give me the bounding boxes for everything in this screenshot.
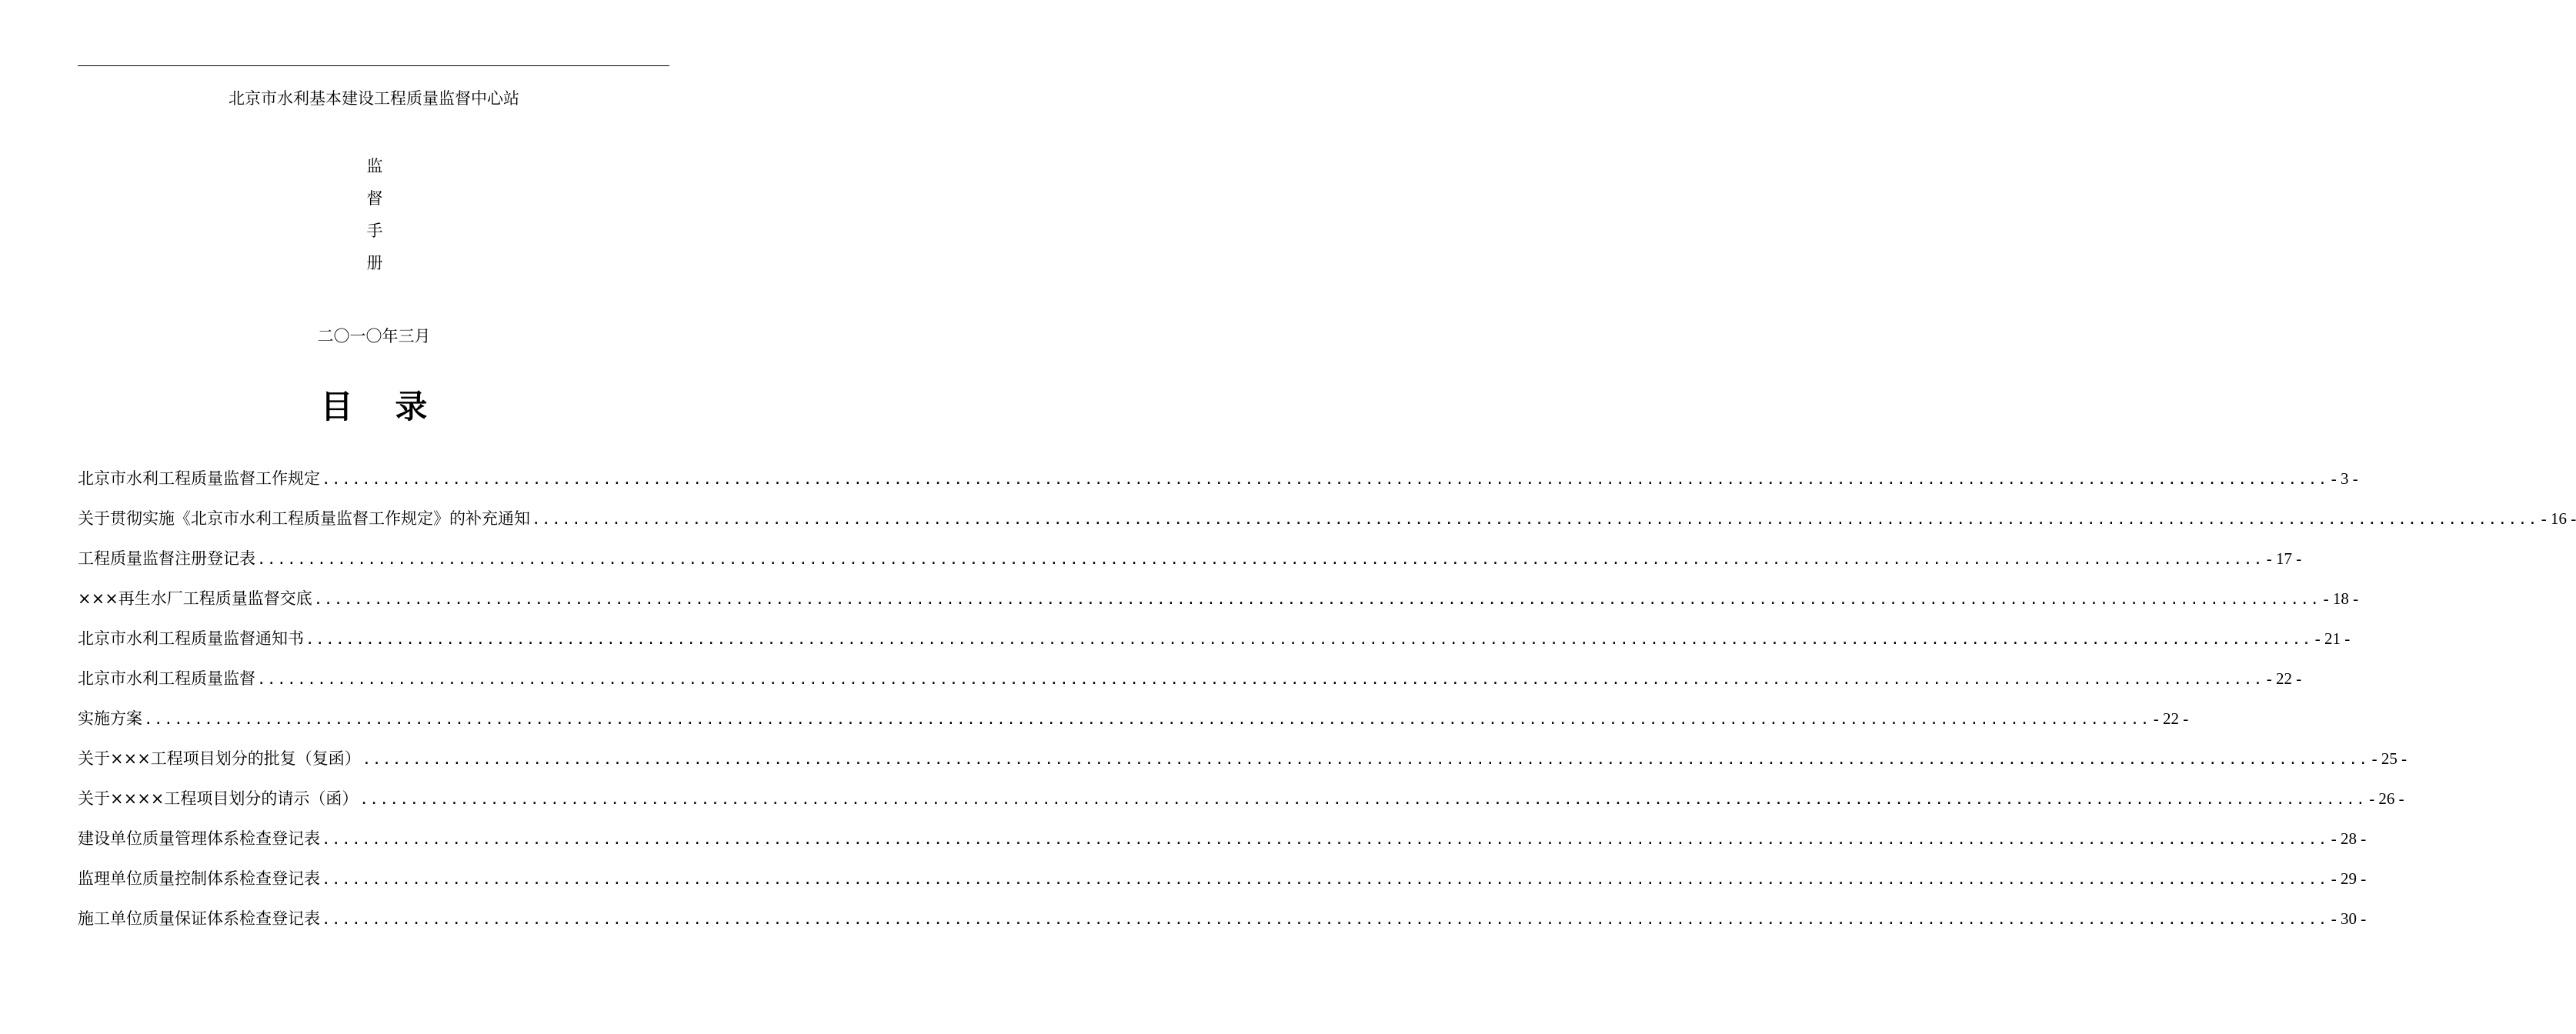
title-char: 监 (366, 157, 383, 175)
toc-leader-dots: ........................................................................................................................................................................................................ (144, 711, 2151, 728)
toc-entry-label: 关于××××工程项目划分的请示（函） (78, 789, 359, 808)
toc-entry-page: - 29 - (2331, 869, 2367, 888)
toc-leader-dots: ........................................................................................................................................................................................................ (313, 591, 2321, 608)
title-char: 督 (366, 189, 383, 208)
toc-leader-dots: ........................................................................................................................................................................................................ (322, 471, 2328, 488)
toc-entry[interactable] (78, 706, 2189, 746)
toc-entry[interactable] (78, 746, 2407, 786)
toc-entry-label: 监理单位质量控制体系检查登记表 (78, 869, 320, 888)
toc-entry-page: - 28 - (2331, 829, 2367, 848)
toc-entry[interactable] (78, 906, 2367, 946)
toc-entry-page: - 25 - (2371, 749, 2407, 768)
toc-entry-label: ×××再生水厂工程质量监督交底 (78, 589, 312, 608)
toc-entry-label: 北京市水利工程质量监督通知书 (78, 629, 304, 648)
toc-entry-label: 关于×××工程项目划分的批复（复函） (78, 749, 361, 768)
toc-leader-dots: ........................................................................................................................................................................................................ (362, 751, 2369, 768)
toc-entry[interactable] (78, 666, 2302, 706)
toc-entry[interactable] (78, 866, 2367, 906)
toc-entry-label: 北京市水利工程质量监督工作规定 (78, 469, 320, 488)
toc-leader-dots: ........................................................................................................................................................................................................ (322, 831, 2328, 848)
toc-entry-page: - 22 - (2153, 709, 2189, 728)
table-of-contents (78, 466, 2576, 946)
toc-leader-dots: ........................................................................................................................................................................................................ (257, 551, 2264, 568)
publication-date: 二〇一〇年三月 (317, 327, 431, 345)
toc-entry-page: - 17 - (2266, 549, 2302, 568)
toc-entry-label: 工程质量监督注册登记表 (78, 549, 255, 568)
toc-entry-label: 关于贯彻实施《北京市水利工程质量监督工作规定》的补充通知 (78, 509, 530, 528)
toc-heading-char: 录 (395, 388, 428, 425)
toc-entry[interactable] (78, 786, 2404, 826)
toc-entry-label: 施工单位质量保证体系检查登记表 (78, 909, 320, 928)
toc-leader-dots: ........................................................................................................................................................................................................ (359, 791, 2367, 808)
toc-heading-char: 目 (320, 388, 353, 425)
toc-leader-dots: ........................................................................................................................................................................................................ (257, 671, 2264, 688)
toc-entry-page: - 3 - (2331, 469, 2358, 488)
toc-entry-label: 北京市水利工程质量监督 (78, 669, 255, 688)
toc-entry-page: - 18 - (2323, 589, 2359, 608)
toc-entry-label: 建设单位质量管理体系检查登记表 (78, 829, 320, 848)
toc-leader-dots: ........................................................................................................................................................................................................ (322, 911, 2328, 928)
toc-entry-page: - 30 - (2331, 909, 2367, 928)
title-char: 手 (366, 222, 383, 240)
toc-entry[interactable] (78, 506, 2576, 546)
toc-entry[interactable] (78, 586, 2359, 626)
toc-entry-page: - 22 - (2266, 669, 2302, 688)
toc-entry[interactable] (78, 466, 2358, 506)
toc-leader-dots: ........................................................................................................................................................................................................ (322, 871, 2328, 888)
toc-entry-label: 实施方案 (78, 709, 142, 728)
toc-entry-page: - 16 - (2541, 509, 2576, 528)
document-title (365, 153, 385, 282)
toc-leader-dots: ........................................................................................................................................................................................................ (305, 631, 2312, 648)
toc-heading (0, 382, 748, 428)
toc-leader-dots: ........................................................................................................................................................................................................ (532, 511, 2538, 528)
organization-name: 北京市水利基本建设工程质量监督中心站 (229, 89, 519, 108)
header-rule (78, 65, 669, 66)
toc-entry-page: - 21 - (2314, 629, 2351, 648)
toc-entry[interactable] (78, 826, 2367, 866)
title-char: 册 (366, 254, 383, 272)
toc-entry[interactable] (78, 626, 2351, 666)
toc-entry-page: - 26 - (2369, 789, 2404, 808)
toc-entry[interactable] (78, 546, 2302, 586)
